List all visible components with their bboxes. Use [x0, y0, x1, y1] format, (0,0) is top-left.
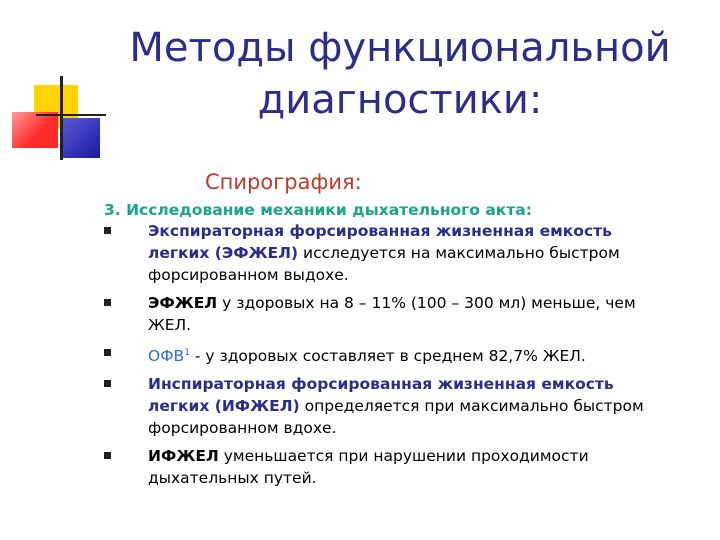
slide-title-line2: диагностики: — [257, 77, 543, 123]
decor-red-square — [12, 112, 58, 148]
list-item — [104, 342, 664, 367]
item-text: - у здоровых составляет в среднем 82,7% ЖЕЛ. — [189, 347, 586, 366]
list-item — [104, 445, 664, 489]
slide-subtitle: Спирография: — [205, 170, 362, 194]
square-bullet-icon — [104, 299, 111, 306]
list-item — [104, 292, 664, 336]
square-bullet-icon — [104, 452, 111, 459]
decor-vertical-line — [60, 76, 63, 160]
item-text: уменьшается при нарушении проходимости дыхательных путей. — [148, 447, 589, 488]
item-term: ИФЖЕЛ — [148, 447, 219, 466]
decor-horizontal-line — [36, 114, 106, 116]
list-item — [104, 220, 664, 286]
item-term: Экспираторная форсированная жизненная емкость легких (ЭФЖЕЛ) — [148, 222, 612, 262]
item-term: Инспираторная форсированная жизненная емкость легких (ИФЖЕЛ) — [148, 375, 614, 416]
decor-blue-square — [60, 118, 100, 158]
square-bullet-icon — [104, 349, 111, 356]
slide-title — [100, 22, 700, 126]
slide-title-line1: Методы функциональной — [129, 25, 671, 71]
item-subscript: 1 — [184, 348, 190, 358]
bullet-list — [104, 220, 664, 495]
list-item — [104, 373, 664, 439]
item-text: определяется при максимально быстром форсированном вдохе. — [148, 397, 644, 438]
section-heading: 3. Исследование механики дыхательного акта: — [104, 201, 532, 219]
square-bullet-icon — [104, 227, 111, 234]
item-text: у здоровых на 8 – 11% (100 – 300 мл) меньше, чем ЖЕЛ. — [148, 294, 636, 334]
item-term: ОФВ — [148, 347, 185, 366]
item-text: исследуется на максимально быстром форсированном выдохе. — [148, 244, 620, 284]
item-term: ЭФЖЕЛ — [148, 294, 218, 312]
square-bullet-icon — [104, 380, 111, 387]
